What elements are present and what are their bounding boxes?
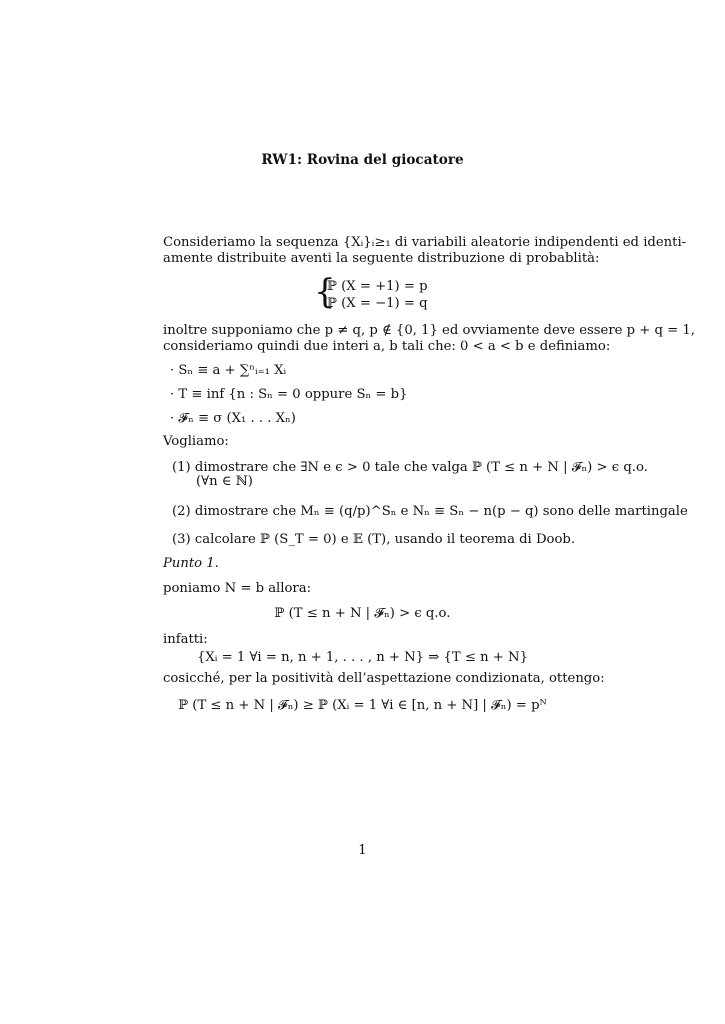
poniamo-line: poniamo N = b allora: — [163, 581, 312, 596]
definition-item: · Sₙ ≡ a + ∑ⁿᵢ₌₁ Xᵢ — [170, 363, 287, 378]
goal-1-line-1: (1) dimostrare che ∃N e ϵ > 0 tale che valga ℙ (T ≤ n + N | 𝓕ₙ) > ϵ q.o. — [172, 460, 648, 475]
intro-line-1: Consideriamo la sequenza {Xᵢ}ᵢ≥₁ di variabili aleatorie indipendenti ed identi- — [163, 235, 687, 250]
goal-2: (2) dimostrare che Mₙ ≡ (q/p)^Sₙ e Nₙ ≡ Sₙ − n(p − q) sono delle martingale — [172, 504, 688, 519]
infatti-line: infatti: — [163, 632, 208, 647]
vogliamo-label: Vogliamo: — [163, 434, 229, 449]
distribution-line-2: ℙ (X = −1) = q — [327, 296, 428, 311]
distribution-line-1: ℙ (X = +1) = p — [327, 279, 428, 294]
punto-heading: Punto 1. — [163, 556, 219, 571]
equation-1: ℙ (T ≤ n + N | 𝓕ₙ) > ϵ q.o. — [274, 606, 451, 621]
condition-line-1: inoltre supponiamo che p ≠ q, p ∉ {0, 1} ed ovviamente deve essere p + q = 1, — [163, 323, 695, 338]
definition-item: · 𝓕ₙ ≡ σ (X₁ . . . Xₙ) — [170, 411, 296, 426]
cosicche-line: cosicché, per la positività dell’aspettazione condizionata, ottengo: — [163, 671, 605, 686]
equation-2: {Xᵢ = 1 ∀i = n, n + 1, . . . , n + N} ⇒ {T ≤ n + N} — [197, 650, 528, 665]
goal-1-line-2: (∀n ∈ ℕ) — [196, 474, 253, 489]
page-number: 1 — [358, 843, 367, 858]
intro-line-2: amente distribuite aventi la seguente distribuzione di probablità: — [163, 251, 600, 266]
condition-line-2: consideriamo quindi due interi a, b tali che: 0 < a < b e definiamo: — [163, 339, 611, 354]
page-title: RW1: Rovina del giocatore — [261, 152, 464, 168]
equation-3: ℙ (T ≤ n + N | 𝓕ₙ) ≥ ℙ (Xᵢ = 1 ∀i ∈ [n, n + N] | 𝓕ₙ) = pᴺ — [178, 698, 547, 713]
goal-3: (3) calcolare ℙ (S_T = 0) e 𝔼 (T), usando il teorema di Doob. — [172, 532, 576, 547]
distribution-brace: { — [314, 272, 336, 312]
definition-item: · T ≡ inf {n : Sₙ = 0 oppure Sₙ = b} — [170, 387, 408, 402]
